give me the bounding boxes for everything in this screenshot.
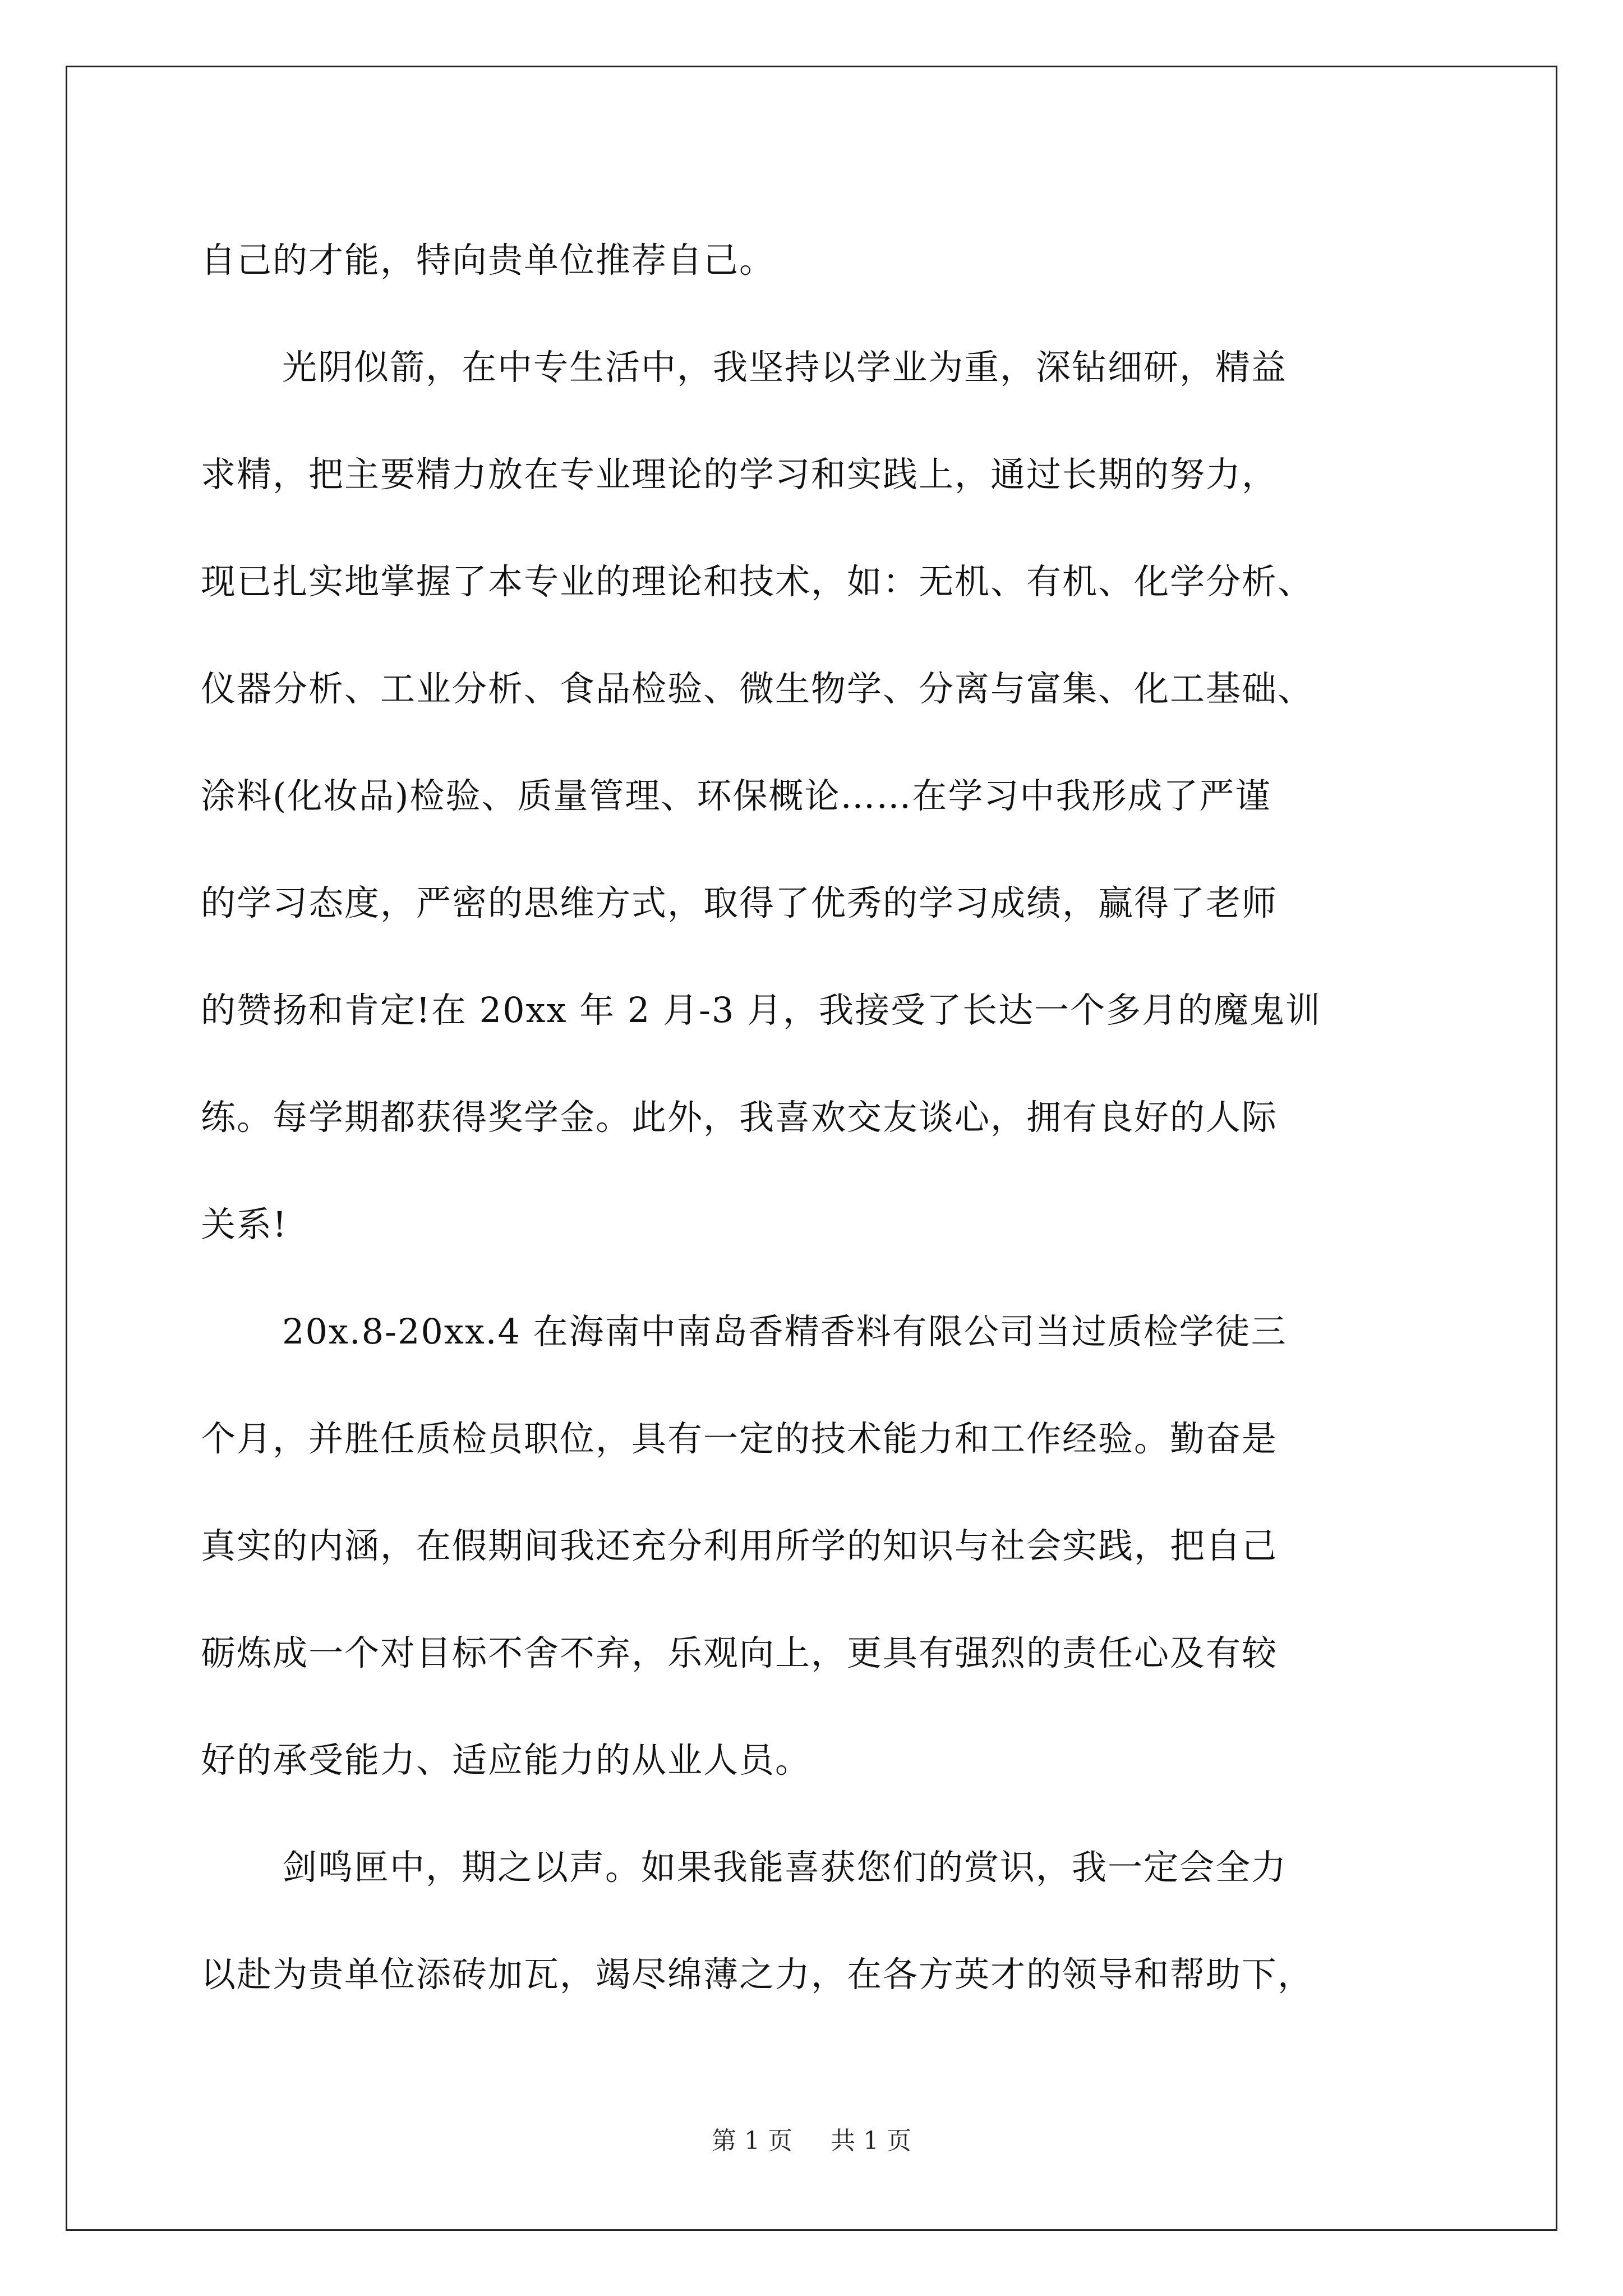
text-line: 以赴为贵单位添砖加瓦，竭尽绵薄之力，在各方英才的领导和帮助下， [201,1954,1314,1995]
text-line: 剑鸣匣中，期之以声。如果我能喜获您们的赏识，我一定会全力 [282,1847,1288,1888]
text-line: 好的承受能力、适应能力的从业人员。 [201,1740,811,1780]
text-line: 练。每学期都获得奖学金。此外，我喜欢交友谈心，拥有良好的人际 [201,1097,1278,1138]
text-line: 真实的内涵，在假期间我还充分利用所学的知识与社会实践，把自己 [201,1525,1278,1566]
text-line: 仪器分析、工业分析、食品检验、微生物学、分离与富集、化工基础、 [201,668,1314,709]
text-line: 的学习态度，严密的思维方式，取得了优秀的学习成绩，赢得了老师 [201,882,1278,923]
page-footer [0,2120,1623,2156]
page-total: 共 1 页 [831,2127,911,2155]
text-line: 自己的才能，特向贵单位推荐自己。 [201,240,776,280]
text-line: 求精，把主要精力放在专业理论的学习和实践上，通过长期的努力， [201,454,1278,495]
text-line: 光阴似箭，在中专生活中，我坚持以学业为重，深钻细研，精益 [282,347,1288,388]
text-line: 的赞扬和肯定!在 20xx 年 2 月-3 月，我接受了长达一个多月的魔鬼训 [201,990,1322,1030]
text-line: 现已扎实地掌握了本专业的理论和技术，如：无机、有机、化学分析、 [201,561,1314,602]
text-line: 个月，并胜任质检员职位，具有一定的技术能力和工作经验。勤奋是 [201,1418,1278,1459]
text-line: 关系! [201,1204,288,1245]
text-line: 砺炼成一个对目标不舍不弃，乐观向上，更具有强烈的责任心及有较 [201,1632,1278,1673]
text-line: 涂料(化妆品)检验、质量管理、环保概论……在学习中我形成了严谨 [201,775,1271,816]
document-body [201,206,1468,2028]
page-number: 第 1 页 [712,2127,792,2155]
text-line: 20x.8-20xx.4 在海南中南岛香精香料有限公司当过质检学徒三 [282,1311,1287,1352]
